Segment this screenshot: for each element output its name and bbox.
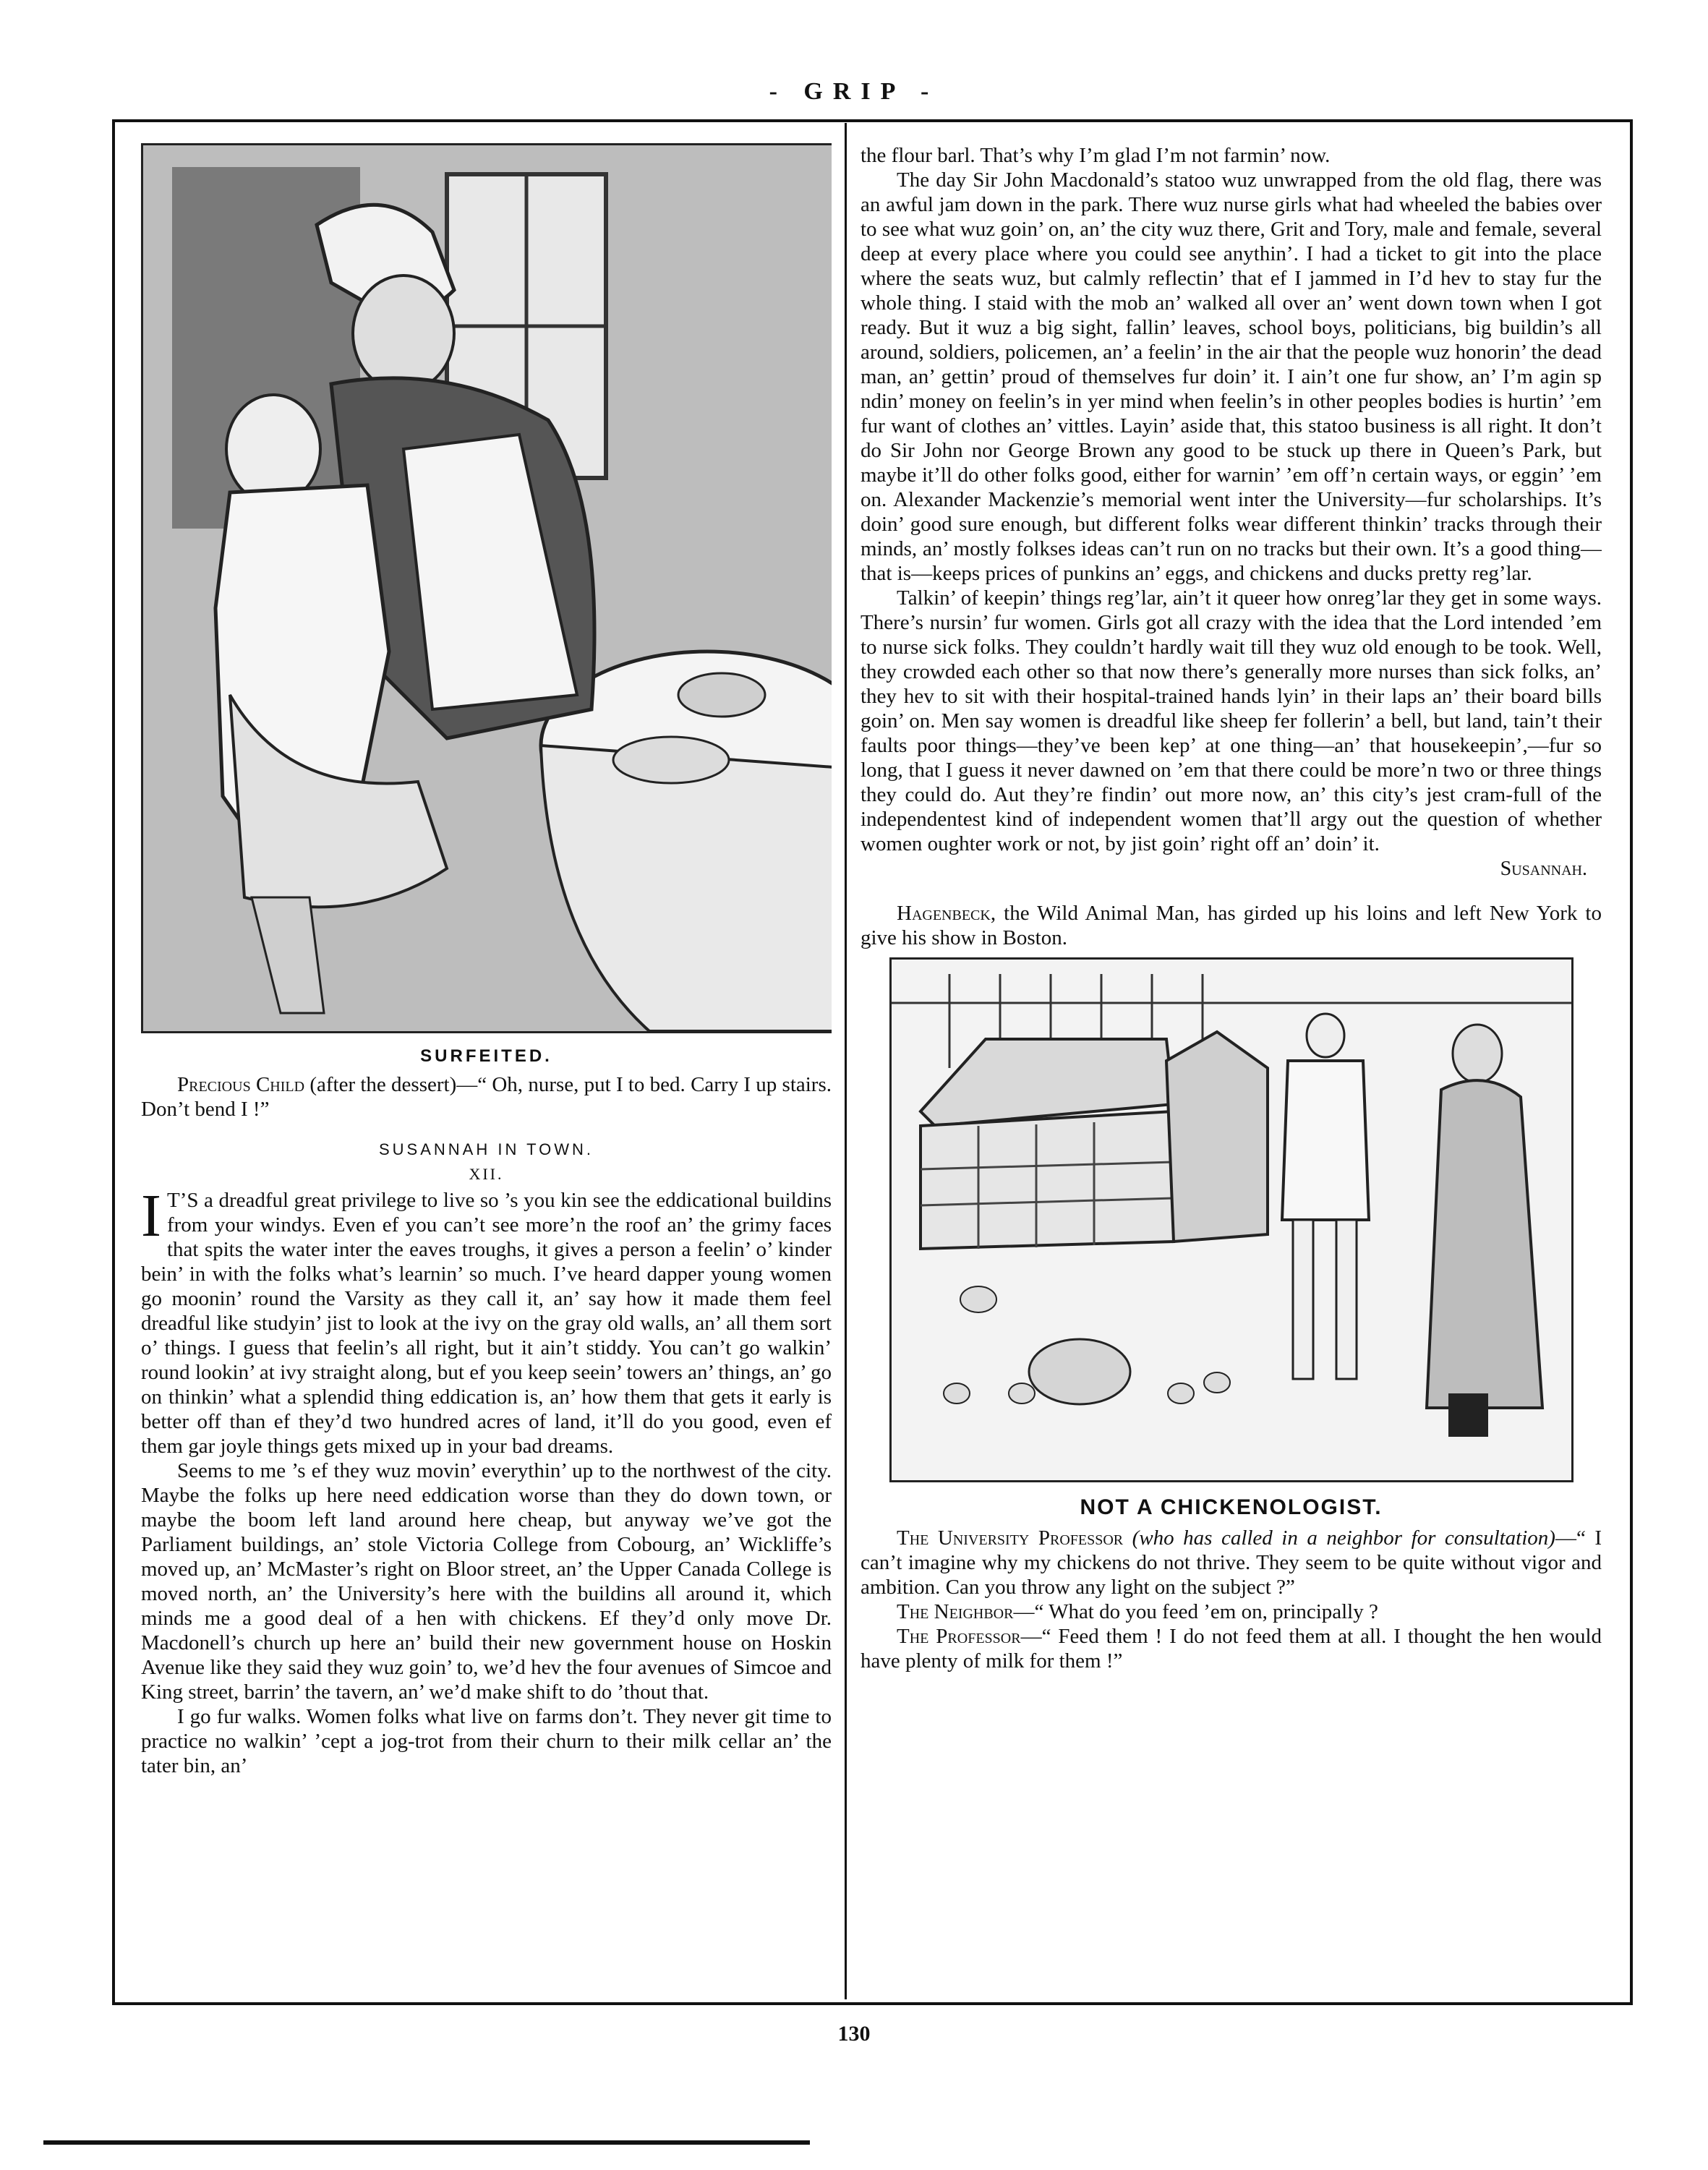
professor-short-speaker: The Professor — [897, 1625, 1021, 1648]
running-header: - GRIP - — [769, 78, 939, 105]
article-title: SUSANNAH IN TOWN. — [379, 1140, 594, 1158]
chickenologist-caption-title: NOT A CHICKENOLOGIST. — [1080, 1495, 1383, 1519]
professor-and-neighbor-engraving — [892, 960, 1571, 1480]
column-divider — [845, 123, 847, 1999]
surfeited-illustration — [141, 143, 832, 1033]
nurse-and-child-engraving — [143, 145, 832, 1031]
hagenbeck-note: Hagenbeck, the Wild Animal Man, has girded up his loins and left New York to give his show in Boston. — [861, 902, 1602, 949]
article-signature: Susannah. — [1500, 858, 1587, 880]
neighbor-speaker: The Neighbor — [897, 1600, 1014, 1623]
professor-dialogue: The University Professor (who has called in a neighbor for consultation)—“ I can’t imagine why my chickens do not thrive. They seem to be quite without vigor and ambition. Can you throw any light on the subject ?” — [861, 1526, 1602, 1599]
page-number: 130 — [837, 2022, 871, 2046]
professor-reply: The Professor—“ Feed them ! I do not feed them at all. I thought the hen would have plenty of milk for them !” — [861, 1625, 1602, 1673]
hagenbeck-name: Hagenbeck — [897, 902, 991, 925]
stage-direction: (who has called in a neighbor for consultation) — [1132, 1526, 1555, 1550]
caption-text: (after the dessert)—“ Oh, nurse, put I to bed. Carry I up stairs. Don’t bend I !” — [141, 1073, 832, 1121]
article-paragraph-2: Seems to me ’s ef they wuz movin’ everythin’ up to the northwest of the city. Maybe the folks up here need eddication worse than they do down town, or maybe the boom left land around here cheap, but anyway we’ve got the Parliament buildings, an’ stole Victoria College from Cobourg, an’ Wickliffe’s moved up, an’ McMaster’s right on Bloor street, an’ the Upper Canada College is moved north, an’ the University’s here with the buildins all around it, which minds me a good deal of a hen with chickens. Ef they’d only move Dr. Macdonell’s church up here an’ build their new government house on Hoskin Avenue like they said they wuz goin’ to, we’d hev the four avenues of Simcoe and King street, barrin’ the tavern, an’ we’d make shift to do ’thout that. — [141, 1459, 832, 1704]
surfeited-caption — [141, 1072, 832, 1122]
caption-speaker: Precious Child — [177, 1073, 305, 1096]
professor-speaker: The University Professor — [897, 1526, 1124, 1550]
bottom-rule — [43, 2140, 810, 2145]
chickenologist-illustration — [889, 957, 1574, 1482]
right-column — [861, 143, 1602, 1991]
article-paragraph-4: the flour barl. That’s why I’m glad I’m not farmin’ now. — [861, 144, 1331, 167]
article-paragraph-6: Talkin’ of keepin’ things reg’lar, ain’t it queer how onreg’lar they get in some ways. There’s nursin’ fur women. Girls got all crazy with the idea that the Lord intended ’em to nurse sick folks. They couldn’t hardly wait till they wuz old enough to be took. Well, they crowded each other so that now there’s generally more nurses than sick folks, an’ they hev to sit with their hospital-trained hands lyin’ in their laps an’ their board bills goin’ on. Men say women is dreadful like sheep fer follerin’ a bell, but land, tain’t their faults poor things—they’ve been kep’ at one thing—an’ that housekeepin’,—fur so long, that I guess it never dawned on ’em that there could be more’n two or three things they could do. Aut they’re findin’ out more now, an’ this city’s jest cram-full of the independentest kind of independent women that’ll argy out the question of whether women oughter work or not, by jist goin’ right off an’ doin’ it. — [861, 586, 1602, 855]
article-part-number: XII. — [469, 1165, 504, 1183]
neighbor-dialogue: The Neighbor—“ What do you feed ’em on, principally ? — [897, 1600, 1378, 1623]
surfeited-caption-title: SURFEITED. — [420, 1046, 552, 1066]
left-column — [141, 143, 832, 1991]
article-paragraph-1: I T’S a dreadful great privilege to live so ’s you kin see the eddicational buildins from your windys. Even ef you can’t see more’n the roof an’ the grimy faces that spits the water inter the eaves troughs, it gives a person a feelin’ o’ kinder bein’ in with the folks what’s learnin’ so much. I’ve heard dapper young women go moonin’ round the Varsity as they call it, an’ say how it made them feel dreadful like studyin’ jist to look at the ivy on the gray old walls, an’ all them sort o’ things. I guess that feelin’s all right, but it ain’t stiddy. You can’t go walkin’ round lookin’ at ivy straight along, but ef you keep seein’ towers an’ things, an’ go on thinkin’ what a splendid thing eddication is, an’ how them that gets it early is better off than ef they’d two hundred acres of land, it’ll do you good, even ef them gar joyle things gets mixed up in your bad dreams. — [141, 1182, 832, 1458]
article-paragraph-3: I go fur walks. Women folks what live on farms don’t. They never git time to practice no walkin’ ’cept a jog-trot from their churn to their milk cellar an’ the tater bin, an’ — [141, 1705, 832, 1777]
drop-cap: I — [141, 1182, 161, 1250]
article-paragraph-5: The day Sir John Macdonald’s statoo wuz unwrapped from the old flag, there was an awful jam down in the park. There wuz nurse girls what had wheeled the babies over to see what wuz goin’ on, an’ the city wuz there, Grit and Tory, male and female, several deep at every place where you could see anythin’. I had a ticket to git into the place where the seats wuz, but calmly reflectin’ that ef I jammed in I’d hev to stay fur the whole thing. I staid with the mob an’ walked all over an’ went down town when I got ready. But it wuz a big sight, fallin’ leaves, school boys, politicians, big buildin’s all around, soldiers, policemen, an’ a feelin’ in the air that the people wuz honorin’ the dead man, an’ gettin’ proud of themselves fur doin’ it. I ain’t one fur show, an’ I’m agin sp ndin’ money on feelin’s in yer mind when feelin’s in other peoples bodies is hurtin’ ’em fur want of clothes an’ vittles. Layin’ aside that, this statoo business is all right. It don’t do Sir John nor George Brown any good to be stuck up there in Queen’s Park, but maybe it’ll do other folks good, either for warnin’ ’em off’n certain ways, or eggin’ ’em on. Alexander Mackenzie’s memorial went inter the University—fur scholarships. It’s doin’ good sure enough, but different folks wear different thinkin’ tracks through their minds, an’ mostly folkses ideas can’t run on no tracks but their own. It’s a good thing—that is—keeps prices of punkins an’ eggs, and chickens and ducks pretty reg’lar. — [861, 168, 1602, 585]
